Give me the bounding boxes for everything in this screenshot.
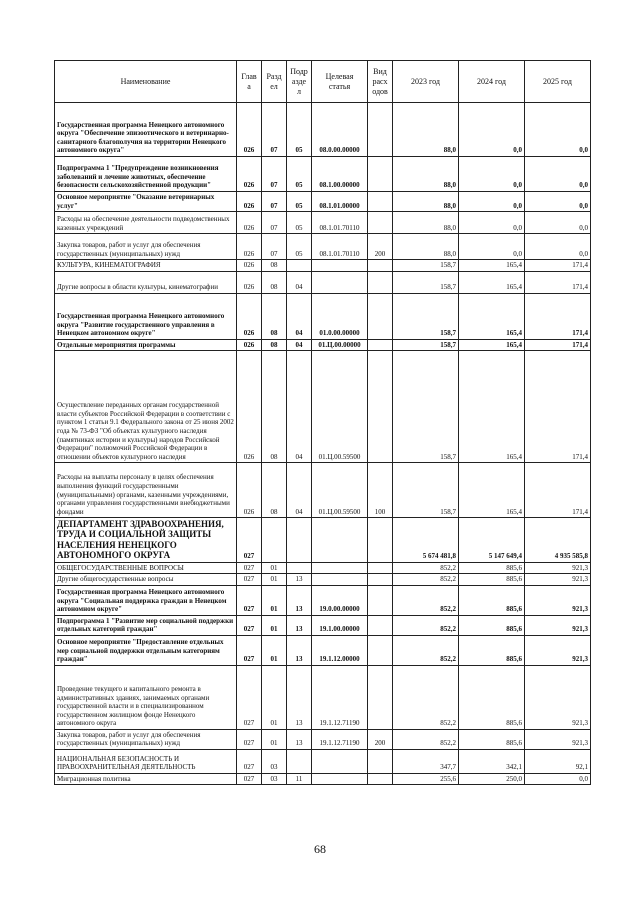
cell-y2023: 852,2 [393, 729, 459, 749]
cell-podrazdel: 04 [287, 463, 312, 518]
cell-statya: 01.Ц.00.59500 [312, 351, 368, 463]
cell-y2023: 88,0 [393, 157, 459, 192]
cell-vid: 200 [368, 234, 393, 260]
cell-podrazdel: 13 [287, 574, 312, 586]
cell-y2025: 0,0 [525, 192, 591, 212]
cell-y2024: 885,6 [459, 729, 525, 749]
cell-vid [368, 293, 393, 339]
cell-razdel: 01 [262, 562, 287, 574]
table-row [55, 271, 591, 293]
cell-podrazdel: 05 [287, 157, 312, 192]
cell-glava: 027 [237, 773, 262, 785]
cell-vid [368, 773, 393, 785]
cell-vid [368, 212, 393, 234]
cell-y2025: 0,0 [525, 773, 591, 785]
cell-name: КУЛЬТУРА, КИНЕМАТОГРАФИЯ [55, 260, 237, 272]
cell-statya: 08.0.00.00000 [312, 103, 368, 157]
cell-y2024: 165,4 [459, 351, 525, 463]
cell-y2023: 852,2 [393, 585, 459, 615]
cell-name: Проведение текущего и капитального ремонта в административных зданиях, занимаемых органами государственной власти и в специализированном государственном жилищном фонде Ненецкого автономного округа [55, 665, 237, 729]
cell-y2023: 158,7 [393, 339, 459, 351]
cell-name: Осуществление переданных органам государственной власти субъектов Российской Федерации в соответствии с пунктом 1 статьи 9.1 Федерального закона от 25 июня 2002 года № 73-ФЗ "Об объектах культурного наследия (памятниках истории и культуры) народов Российской Федерации" полномочий Российской Федерации в отношении объектов культурного наследия [55, 351, 237, 463]
cell-razdel: 01 [262, 615, 287, 635]
cell-y2023: 852,2 [393, 562, 459, 574]
cell-podrazdel: 04 [287, 293, 312, 339]
cell-glava: 026 [237, 463, 262, 518]
cell-y2024: 0,0 [459, 212, 525, 234]
cell-name: Государственная программа Ненецкого автономного округа "Развитие государственного управления в Ненецком автономном округе" [55, 293, 237, 339]
cell-y2024: 885,6 [459, 574, 525, 586]
cell-y2025: 921,3 [525, 729, 591, 749]
table-row [55, 574, 591, 586]
cell-glava: 026 [237, 293, 262, 339]
table-row [55, 635, 591, 665]
table-row [55, 157, 591, 192]
cell-vid: 200 [368, 729, 393, 749]
cell-y2024: 885,6 [459, 635, 525, 665]
cell-statya: 08.1.01.00000 [312, 192, 368, 212]
cell-name: Государственная программа Ненецкого автономного округа "Социальная поддержка граждан в Ненецком автономном округе" [55, 585, 237, 615]
cell-razdel: 07 [262, 103, 287, 157]
cell-vid [368, 351, 393, 463]
cell-statya [312, 574, 368, 586]
cell-name: Основное мероприятие "Оказание ветеринарных услуг" [55, 192, 237, 212]
cell-y2024: 165,4 [459, 271, 525, 293]
cell-razdel: 08 [262, 293, 287, 339]
cell-y2023: 88,0 [393, 234, 459, 260]
cell-y2023: 158,7 [393, 260, 459, 272]
cell-statya: 08.1.00.00000 [312, 157, 368, 192]
cell-name: Закупка товаров, работ и услуг для обеспечения государственных (муниципальных) нужд [55, 234, 237, 260]
cell-glava: 027 [237, 615, 262, 635]
cell-statya: 19.1.12.00000 [312, 635, 368, 665]
cell-razdel: 01 [262, 585, 287, 615]
header-vid: Вид расх одов [368, 61, 393, 103]
table-row [55, 749, 591, 773]
cell-y2025: 921,3 [525, 635, 591, 665]
cell-razdel: 08 [262, 351, 287, 463]
cell-podrazdel: 04 [287, 339, 312, 351]
cell-podrazdel: 13 [287, 615, 312, 635]
cell-name: Основное мероприятие "Предоставление отдельных мер социальной поддержки отдельным категориям граждан" [55, 635, 237, 665]
cell-razdel: 01 [262, 665, 287, 729]
cell-razdel: 08 [262, 271, 287, 293]
cell-y2023: 5 674 481,8 [393, 518, 459, 562]
cell-name: Подпрограмма 1 "Предупреждение возникновения заболеваний и лечение животных, обеспечение безопасности сельскохозяйственной продукции" [55, 157, 237, 192]
cell-y2025: 171,4 [525, 339, 591, 351]
cell-y2025: 4 935 585,8 [525, 518, 591, 562]
cell-y2024: 885,6 [459, 585, 525, 615]
cell-y2025: 171,4 [525, 271, 591, 293]
cell-glava: 027 [237, 635, 262, 665]
cell-statya [312, 271, 368, 293]
cell-podrazdel [287, 749, 312, 773]
cell-statya [312, 562, 368, 574]
cell-vid [368, 585, 393, 615]
cell-podrazdel: 11 [287, 773, 312, 785]
cell-razdel: 07 [262, 192, 287, 212]
cell-vid [368, 103, 393, 157]
cell-razdel: 08 [262, 339, 287, 351]
cell-statya: 08.1.01.70110 [312, 212, 368, 234]
cell-y2023: 347,7 [393, 749, 459, 773]
cell-podrazdel: 13 [287, 635, 312, 665]
cell-y2023: 852,2 [393, 665, 459, 729]
cell-podrazdel: 05 [287, 212, 312, 234]
cell-razdel: 03 [262, 749, 287, 773]
cell-razdel: 08 [262, 260, 287, 272]
page-number: 68 [314, 842, 326, 856]
table-row [55, 615, 591, 635]
header-podrazdel: Подр азде л [287, 61, 312, 103]
cell-statya: 01.Ц.00.59500 [312, 463, 368, 518]
cell-y2024: 0,0 [459, 192, 525, 212]
cell-name: ОБЩЕГОСУДАРСТВЕННЫЕ ВОПРОСЫ [55, 562, 237, 574]
cell-name: ДЕПАРТАМЕНТ ЗДРАВООХРАНЕНИЯ, ТРУДА И СОЦИАЛЬНОЙ ЗАЩИТЫ НАСЕЛЕНИЯ НЕНЕЦКОГО АВТОНОМНОГО ОКРУГА [55, 518, 237, 562]
cell-y2023: 852,2 [393, 615, 459, 635]
cell-y2025: 92,1 [525, 749, 591, 773]
header-name: Наименование [55, 61, 237, 103]
header-2023: 2023 год [393, 61, 459, 103]
cell-vid [368, 192, 393, 212]
table-row [55, 562, 591, 574]
cell-podrazdel: 05 [287, 234, 312, 260]
cell-y2024: 5 147 649,4 [459, 518, 525, 562]
cell-razdel: 01 [262, 635, 287, 665]
cell-vid [368, 339, 393, 351]
cell-y2023: 852,2 [393, 635, 459, 665]
cell-y2024: 0,0 [459, 157, 525, 192]
cell-name: Другие общегосударственные вопросы [55, 574, 237, 586]
cell-y2025: 921,3 [525, 665, 591, 729]
cell-y2024: 250,0 [459, 773, 525, 785]
cell-glava: 026 [237, 271, 262, 293]
cell-vid [368, 635, 393, 665]
cell-razdel: 03 [262, 773, 287, 785]
cell-name: Расходы на обеспечение деятельности подведомственных казенных учреждений [55, 212, 237, 234]
cell-glava: 026 [237, 339, 262, 351]
cell-name: Подпрограмма 1 "Развитие мер социальной поддержки отдельных категорий граждан" [55, 615, 237, 635]
cell-y2024: 885,6 [459, 562, 525, 574]
cell-glava: 026 [237, 351, 262, 463]
cell-podrazdel [287, 518, 312, 562]
table-row [55, 773, 591, 785]
cell-razdel [262, 518, 287, 562]
cell-podrazdel [287, 562, 312, 574]
cell-y2025: 0,0 [525, 212, 591, 234]
cell-name: Отдельные мероприятия программы [55, 339, 237, 351]
cell-vid [368, 615, 393, 635]
cell-name: Другие вопросы в области культуры, кинематографии [55, 271, 237, 293]
cell-y2025: 171,4 [525, 463, 591, 518]
cell-y2024: 0,0 [459, 234, 525, 260]
table-row [55, 293, 591, 339]
table-row [55, 585, 591, 615]
cell-podrazdel: 13 [287, 665, 312, 729]
cell-y2023: 158,7 [393, 271, 459, 293]
cell-glava: 027 [237, 585, 262, 615]
cell-glava: 027 [237, 574, 262, 586]
cell-glava: 027 [237, 518, 262, 562]
header-razdel: Разд ел [262, 61, 287, 103]
cell-statya: 01.0.00.00000 [312, 293, 368, 339]
cell-vid: 100 [368, 463, 393, 518]
cell-glava: 026 [237, 234, 262, 260]
cell-y2025: 171,4 [525, 293, 591, 339]
cell-statya: 19.1.12.71190 [312, 729, 368, 749]
cell-vid [368, 749, 393, 773]
cell-glava: 026 [237, 260, 262, 272]
cell-razdel: 07 [262, 212, 287, 234]
cell-vid [368, 574, 393, 586]
cell-podrazdel: 05 [287, 192, 312, 212]
cell-name: Расходы на выплаты персоналу в целях обеспечения выполнения функций государственными (муниципальными) органами, казенными учреждениями, органами управления государственными внебюджетными фондами [55, 463, 237, 518]
cell-y2025: 0,0 [525, 234, 591, 260]
header-statya: Целевая статья [312, 61, 368, 103]
cell-glava: 027 [237, 749, 262, 773]
cell-vid [368, 260, 393, 272]
cell-glava: 026 [237, 192, 262, 212]
cell-y2023: 158,7 [393, 293, 459, 339]
cell-podrazdel: 04 [287, 351, 312, 463]
cell-vid [368, 518, 393, 562]
cell-y2024: 165,4 [459, 260, 525, 272]
cell-glava: 027 [237, 729, 262, 749]
table-row [55, 234, 591, 260]
cell-razdel: 08 [262, 463, 287, 518]
cell-podrazdel: 05 [287, 103, 312, 157]
cell-glava: 026 [237, 157, 262, 192]
cell-vid [368, 665, 393, 729]
cell-razdel: 07 [262, 234, 287, 260]
cell-podrazdel: 13 [287, 585, 312, 615]
cell-y2024: 0,0 [459, 103, 525, 157]
cell-glava: 027 [237, 562, 262, 574]
cell-y2025: 921,3 [525, 585, 591, 615]
table-row [55, 260, 591, 272]
cell-y2025: 0,0 [525, 157, 591, 192]
cell-statya: 19.0.00.00000 [312, 585, 368, 615]
cell-name: Закупка товаров, работ и услуг для обеспечения государственных (муниципальных) нужд [55, 729, 237, 749]
cell-statya: 01.Ц.00.00000 [312, 339, 368, 351]
cell-statya [312, 260, 368, 272]
cell-y2024: 165,4 [459, 293, 525, 339]
cell-name: НАЦИОНАЛЬНАЯ БЕЗОПАСНОСТЬ И ПРАВООХРАНИТЕЛЬНАЯ ДЕЯТЕЛЬНОСТЬ [55, 749, 237, 773]
header-glava: Глав а [237, 61, 262, 103]
table-body [55, 103, 591, 785]
table-row [55, 212, 591, 234]
cell-y2023: 88,0 [393, 103, 459, 157]
cell-razdel: 01 [262, 729, 287, 749]
cell-podrazdel [287, 260, 312, 272]
cell-statya [312, 749, 368, 773]
cell-y2023: 88,0 [393, 212, 459, 234]
cell-y2025: 171,4 [525, 351, 591, 463]
cell-statya: 19.1.12.71190 [312, 665, 368, 729]
cell-name: Государственная программа Ненецкого автономного округа "Обеспечение эпизоотического и ветеринарно-санитарного благополучия на территории Ненецкого автономного округа" [55, 103, 237, 157]
cell-vid [368, 271, 393, 293]
cell-y2024: 885,6 [459, 665, 525, 729]
cell-y2025: 921,3 [525, 615, 591, 635]
table-row [55, 463, 591, 518]
cell-glava: 027 [237, 665, 262, 729]
table-row [55, 103, 591, 157]
budget-table [54, 60, 591, 785]
cell-podrazdel: 13 [287, 729, 312, 749]
table-row [55, 351, 591, 463]
header-2024: 2024 год [459, 61, 525, 103]
cell-vid [368, 562, 393, 574]
cell-statya [312, 518, 368, 562]
cell-y2025: 0,0 [525, 103, 591, 157]
cell-razdel: 01 [262, 574, 287, 586]
cell-podrazdel: 04 [287, 271, 312, 293]
cell-name: Миграционная политика [55, 773, 237, 785]
cell-y2025: 171,4 [525, 260, 591, 272]
cell-y2023: 852,2 [393, 574, 459, 586]
cell-vid [368, 157, 393, 192]
table-row [55, 729, 591, 749]
cell-y2024: 165,4 [459, 463, 525, 518]
cell-y2025: 921,3 [525, 562, 591, 574]
table-row [55, 339, 591, 351]
cell-statya: 08.1.01.70110 [312, 234, 368, 260]
table-row [55, 665, 591, 729]
table-header-row [55, 61, 591, 103]
cell-y2024: 342,1 [459, 749, 525, 773]
cell-y2023: 88,0 [393, 192, 459, 212]
table-row [55, 518, 591, 562]
cell-razdel: 07 [262, 157, 287, 192]
cell-y2023: 158,7 [393, 463, 459, 518]
cell-y2023: 255,6 [393, 773, 459, 785]
header-2025: 2025 год [525, 61, 591, 103]
cell-y2024: 885,6 [459, 615, 525, 635]
table-row [55, 192, 591, 212]
cell-glava: 026 [237, 212, 262, 234]
cell-y2024: 165,4 [459, 339, 525, 351]
cell-statya [312, 773, 368, 785]
cell-y2025: 921,3 [525, 574, 591, 586]
cell-statya: 19.1.00.00000 [312, 615, 368, 635]
cell-y2023: 158,7 [393, 351, 459, 463]
cell-glava: 026 [237, 103, 262, 157]
